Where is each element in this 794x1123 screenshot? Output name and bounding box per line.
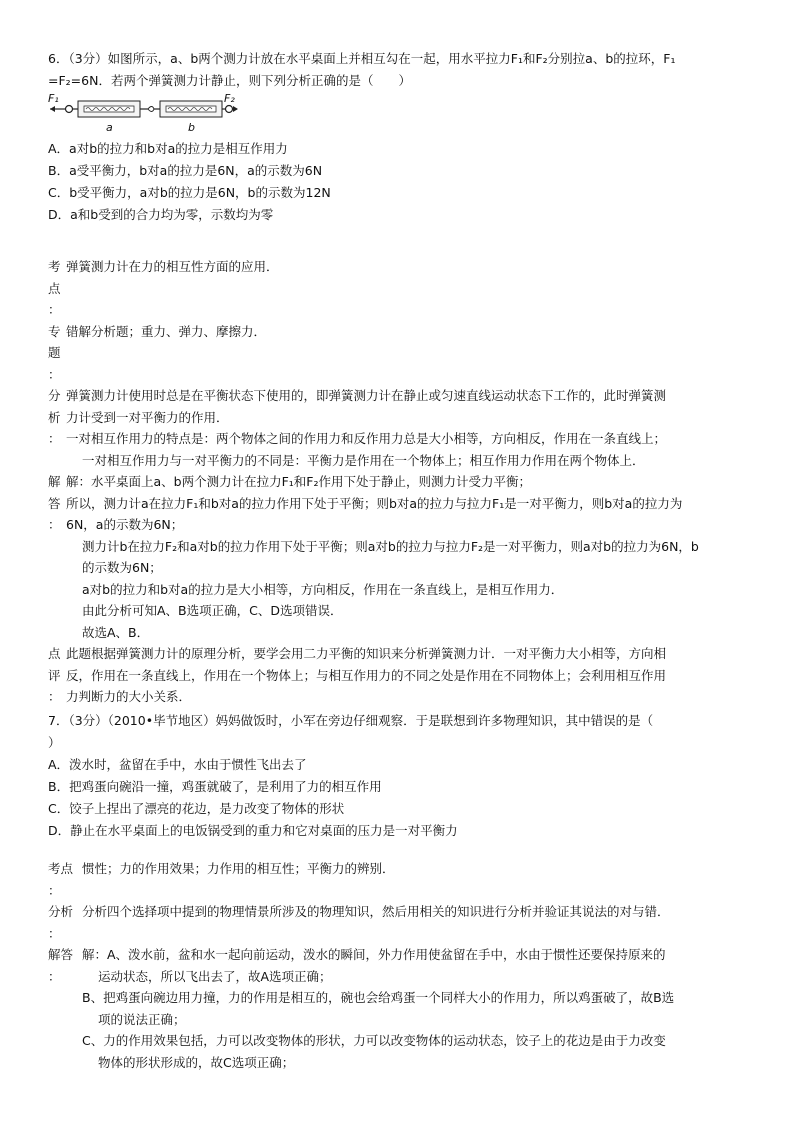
fenxi-line: 力计受到一对平衡力的作用． bbox=[66, 409, 229, 425]
kaodian-label-1: 考 bbox=[48, 259, 61, 274]
q7-stem-line2: ） bbox=[48, 735, 61, 750]
q7-kaodian bbox=[48, 858, 748, 901]
jieda-label-3: ： bbox=[48, 517, 61, 532]
q7-kaodian-text: 惯性；力的作用效果；力作用的相互性；平衡力的辨别． bbox=[82, 861, 395, 876]
q7-kaodian-label-1: 考点 bbox=[48, 861, 74, 876]
q6-kaodian bbox=[48, 256, 748, 321]
dianping-line: 反，作用在一条直线上，作用在一个物体上；与相互作用力的不同之处是作用在不同物体上；会利用相互作用 bbox=[66, 667, 667, 683]
q7-option-d: D．静止在水平桌面上的电饭锅受到的重力和它对桌面的压力是一对平衡力 bbox=[48, 823, 458, 838]
fenxi-line: 一对相互作用力的特点是：两个物体之间的作用力和反作用力总是大小相等，方向相反，作用在一条直线上； bbox=[66, 431, 667, 446]
q7-jieda-line: C、力的作用效果包括，力可以改变物体的形状，力可以改变物体的运动状态，饺子上的花边是由于力改变 bbox=[82, 1033, 666, 1048]
kaodian-label-3: ： bbox=[48, 302, 61, 317]
q7-jieda-line: 运动状态，所以飞出去了，故A选项正确； bbox=[98, 968, 332, 984]
q7-fenxi-text: 分析四个选择项中提到的物理情景所涉及的物理知识，然后用相关的知识进行分析并验证其说法的对与错． bbox=[82, 904, 670, 919]
label-b: b bbox=[188, 121, 195, 134]
q7-option-a: A．泼水时，盆留在手中，水由于惯性飞出去了 bbox=[48, 757, 307, 772]
fenxi-label-1: 分 bbox=[48, 388, 61, 403]
jieda-label-2: 答 bbox=[48, 495, 61, 511]
q7-jieda-line: 项的说法正确； bbox=[98, 1011, 186, 1027]
q6-option-a: A．a对b的拉力和b对a的拉力是相互作用力 bbox=[48, 141, 288, 156]
q7-jieda-line: B、把鸡蛋向碗边用力撞，力的作用是相互的，碗也会给鸡蛋一个同样大小的作用力，所以鸡蛋破了，故B选 bbox=[82, 990, 675, 1005]
fenxi-line: 一对相互作用力与一对平衡力的不同是：平衡力是作用在一个物体上；相互作用力作用在两个物体上． bbox=[82, 452, 645, 468]
spring-scale-diagram bbox=[48, 96, 238, 132]
jieda-line: 由此分析可知A、B选项正确，C、D选项错误． bbox=[82, 603, 343, 618]
jieda-line: 解：水平桌面上a、b两个测力计在拉力F₁和F₂作用下处于静止，则测力计受力平衡； bbox=[66, 474, 531, 489]
fenxi-line: 弹簧测力计使用时总是在平衡状态下使用的，即弹簧测力计在静止或匀速直线运动状态下工作的，此时弹簧测 bbox=[66, 388, 667, 403]
question-6 bbox=[48, 48, 748, 226]
jieda-line: 所以，测力计a在拉力F₁和b对a的拉力作用下处于平衡；则b对a的拉力与拉力F₁是一对平衡力，则b对a的拉力为 bbox=[66, 495, 683, 511]
q7-fenxi bbox=[48, 901, 748, 944]
question-7 bbox=[48, 710, 748, 842]
q7-option-b: B．把鸡蛋向碗沿一撞，鸡蛋就破了，是利用了力的相互作用 bbox=[48, 779, 382, 794]
q7-stem-line1: 7．（3分）（2010•毕节地区）妈妈做饭时，小军在旁边仔细观察．于是联想到许多物理知识，其中错误的是（ bbox=[48, 713, 654, 728]
q7-jieda-line: 物体的形状形成的，故C选项正确； bbox=[98, 1054, 295, 1070]
kaodian-text: 弹簧测力计在力的相互性方面的应用． bbox=[66, 259, 279, 274]
label-a: a bbox=[106, 121, 113, 134]
zhuanti-label-3: ： bbox=[48, 366, 61, 382]
q7-jieda-label-2: ： bbox=[48, 968, 61, 984]
q7-option-c: C．饺子上捏出了漂亮的花边，是力改变了物体的形状 bbox=[48, 801, 345, 816]
dianping-label-1: 点 bbox=[48, 646, 61, 661]
q7-analysis bbox=[48, 858, 748, 1073]
zhuanti-text: 错解分析题；重力、弹力、摩擦力． bbox=[66, 323, 267, 339]
q6-option-b: B．a受平衡力，b对a的拉力是6N，a的示数为6N bbox=[48, 163, 323, 178]
q7-fenxi-label-1: 分析 bbox=[48, 904, 74, 919]
q6-option-d: D．a和b受到的合力均为零，示数均为零 bbox=[48, 207, 274, 222]
q6-analysis bbox=[48, 256, 748, 708]
dianping-label-3: ： bbox=[48, 689, 61, 704]
jieda-label-1: 解 bbox=[48, 474, 61, 489]
q7-jieda-line: 解：A、泼水前，盆和水一起向前运动，泼水的瞬间，外力作用使盆留在手中，水由于惯性还要保持原来的 bbox=[82, 947, 666, 962]
jieda-line: 测力计b在拉力F₂和a对b的拉力作用下处于平衡；则a对b的拉力与拉力F₂是一对平衡力，则a对b的拉力为6N，b bbox=[82, 538, 699, 554]
spring-scale-figure bbox=[48, 92, 238, 134]
jieda-line: a对b的拉力和b对a的拉力是大小相等，方向相反，作用在一条直线上，是相互作用力． bbox=[82, 581, 564, 597]
q7-kaodian-label-2: ： bbox=[48, 882, 61, 898]
kaodian-label-2: 点 bbox=[48, 280, 61, 296]
fenxi-label-2: 析 bbox=[48, 409, 61, 425]
q7-jieda bbox=[48, 944, 748, 1073]
q6-stem-line2: =F₂=6N．若两个弹簧测力计静止，则下列分析正确的是（ ） bbox=[48, 73, 411, 88]
jieda-line: 的示数为6N； bbox=[82, 560, 162, 575]
dianping-line: 此题根据弹簧测力计的原理分析，要学会用二力平衡的知识来分析弹簧测力计．一对平衡力大小相等，方向相 bbox=[66, 646, 667, 661]
zhuanti-label-1: 专 bbox=[48, 323, 61, 339]
q6-dianping bbox=[48, 643, 748, 708]
q6-option-c: C．b受平衡力，a对b的拉力是6N，b的示数为12N bbox=[48, 185, 331, 200]
q6-zhuanti bbox=[48, 321, 748, 386]
q6-fenxi bbox=[48, 385, 748, 471]
fenxi-label-3: ： bbox=[48, 431, 61, 446]
label-f1: F₁ bbox=[48, 92, 59, 105]
jieda-line: 故选A、B． bbox=[82, 624, 150, 640]
q7-jieda-label-1: 解答 bbox=[48, 947, 74, 962]
q7-fenxi-label-2: ： bbox=[48, 925, 61, 941]
jieda-line: 6N，a的示数为6N； bbox=[66, 517, 184, 532]
zhuanti-label-2: 题 bbox=[48, 345, 61, 360]
q6-stem-line1: 6．（3分）如图所示，a、b两个测力计放在水平桌面上并相互勾在一起，用水平拉力F₁和F₂分别拉a、b的拉环，F₁ bbox=[48, 51, 676, 66]
label-f2: F₂ bbox=[224, 92, 235, 105]
dianping-line: 力判断力的大小关系． bbox=[66, 689, 192, 704]
q6-jieda bbox=[48, 471, 748, 643]
dianping-label-2: 评 bbox=[48, 667, 61, 683]
